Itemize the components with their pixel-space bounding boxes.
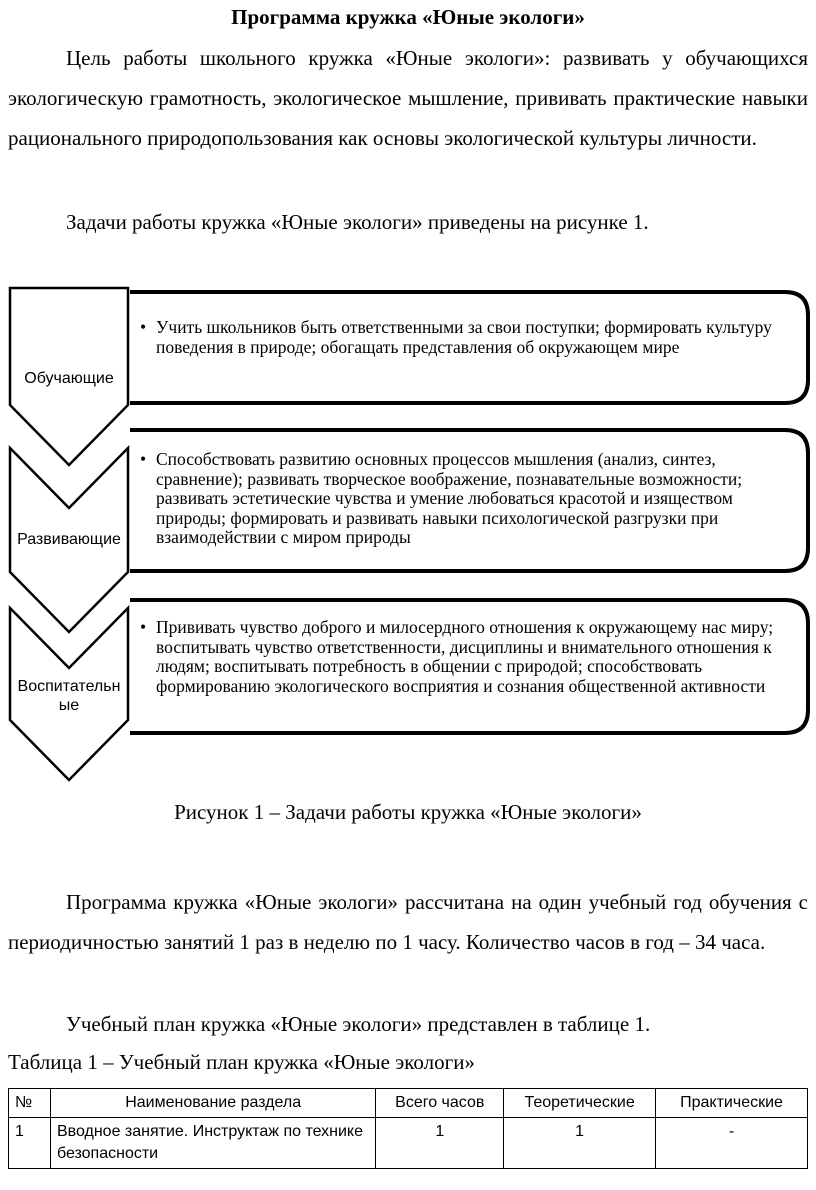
task-text-1-content: Учить школьников быть ответственными за свои поступки; формировать культуру поведения в природе; обогащать представления об окружающем мире <box>156 317 772 357</box>
header-theoretical: Теоретические <box>504 1089 656 1118</box>
figure-caption: Рисунок 1 – Задачи работы кружка «Юные экологи» <box>174 800 642 824</box>
tasks-intro-paragraph: Задачи работы кружка «Юные экологи» приведены на рисунке 1. <box>66 210 649 234</box>
table-row <box>9 1118 808 1169</box>
header-practical: Практические <box>656 1089 808 1118</box>
bullet-3: • <box>140 617 147 637</box>
goal-paragraph: Цель работы школьного кружка «Юные экологи»: развивать у обучающихся экологическую грамотность, экологическое мышление, прививать практические навыки рационального природопользования как основы экологической культуры личности. <box>8 46 808 150</box>
task-text-2-content: Способствовать развитию основных процессов мышления (анализ, синтез, сравнение); развивать творческое воображение, познавательные возможности; развивать эстетические чувства и умение любоваться красотой и изяществом природы; формировать и развивать навыки психологической разгрузки при взаимодействии с миром природы <box>156 449 743 547</box>
chevron-label-2: Развивающие <box>17 531 121 548</box>
header-number: № <box>9 1089 51 1118</box>
table-title: Таблица 1 – Учебный план кружка «Юные экологи» <box>8 1050 475 1074</box>
task-text-3-content: Прививать чувство доброго и милосердного отношения к окружающему нас миру; воспитывать чувство ответственности, дисциплины и внимательного отношения к людям; воспитывать потребность в общении с природой; способствовать формированию экологического восприятия и сознания общественной активности <box>156 617 774 696</box>
study-plan-table <box>8 1088 808 1169</box>
cell-theoretical: 1 <box>504 1118 656 1169</box>
header-total-hours: Всего часов <box>376 1089 504 1118</box>
table-header-row <box>9 1089 808 1118</box>
header-section-name: Наименование раздела <box>50 1089 375 1118</box>
bullet-1: • <box>140 317 147 337</box>
cell-number: 1 <box>9 1118 51 1169</box>
plan-intro-paragraph: Учебный план кружка «Юные экологи» представлен в таблице 1. <box>66 1012 651 1036</box>
bullet-2: • <box>140 449 147 469</box>
chevron-label-3: Воспитательные <box>17 678 121 714</box>
document-title: Программа кружка «Юные экологи» <box>231 5 585 29</box>
cell-practical: - <box>656 1118 808 1169</box>
cell-total-hours: 1 <box>376 1118 504 1169</box>
task-text-1 <box>140 317 796 357</box>
task-text-3 <box>140 617 796 696</box>
cell-section-name: Вводное занятие. Инструктаж по технике безопасности <box>50 1118 375 1169</box>
tasks-diagram <box>0 280 816 790</box>
chevron-label-1: Обучающие <box>24 370 114 387</box>
program-paragraph: Программа кружка «Юные экологи» рассчитана на один учебный год обучения с периодичностью занятий 1 раз в неделю по 1 часу. Количество часов в год – 34 часа. <box>8 890 808 954</box>
task-text-2 <box>140 449 796 548</box>
